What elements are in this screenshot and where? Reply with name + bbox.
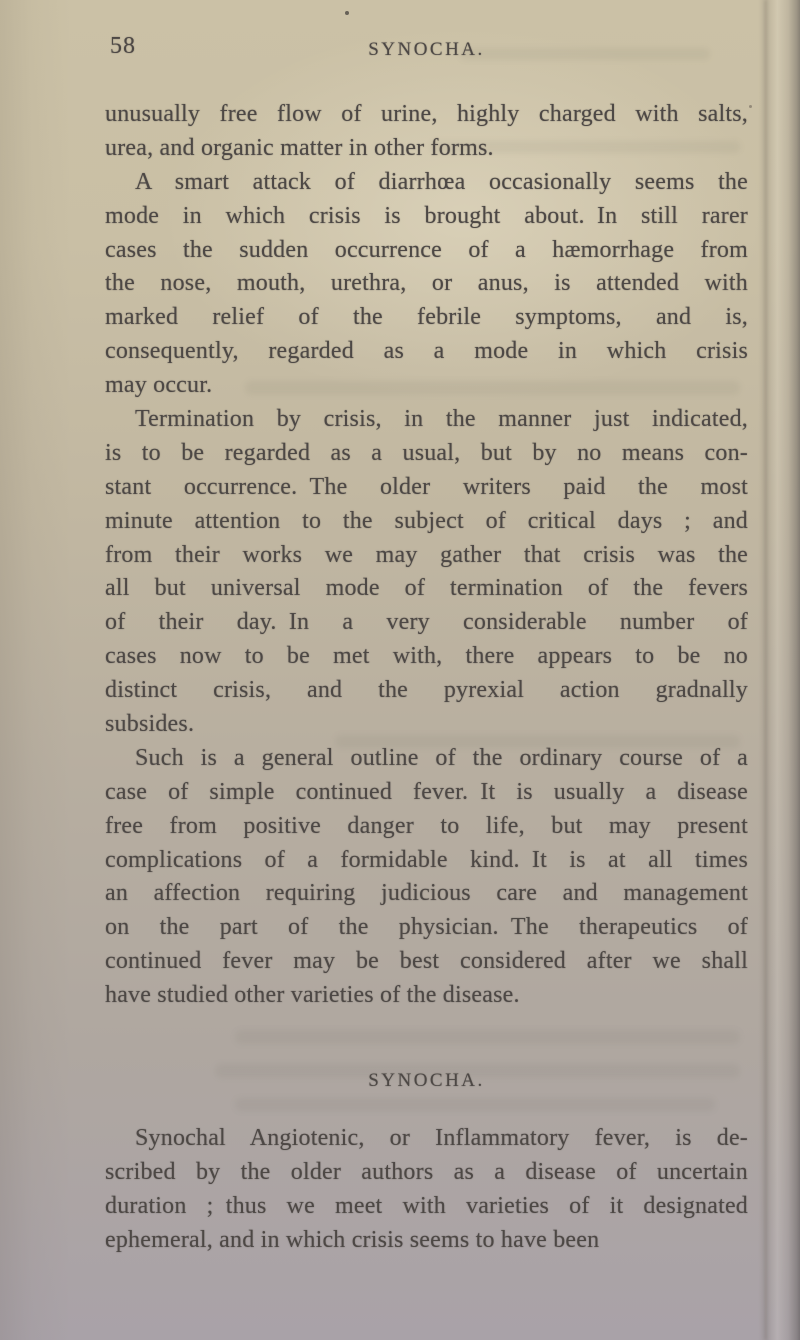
section-heading: SYNOCHA. [368,1070,485,1091]
body-line: the nose, mouth, urethra, or anus, is attended with [105,270,748,297]
body-line: an affection requiring judicious care and management [105,880,748,907]
body-line: Termination by crisis, in the manner just indicated, [135,406,748,433]
body-line: cases the sudden occurrence of a hæmorrhage from [105,236,748,263]
bleedthrough-mark [235,1098,715,1111]
body-line: duration ; thus we meet with varieties of it designated [105,1192,748,1219]
page-number: 58 [110,33,136,59]
body-line: A smart attack of diarrhœa occasionally seems the [135,168,748,195]
body-line: scribed by the older authors as a disease of uncertain [105,1158,748,1185]
body-line: cases now to be met with, there appears to be no [105,643,748,670]
body-line: Such is a general outline of the ordinary course of a [135,744,748,771]
body-line: of their day. In a very considerable number of [105,609,748,636]
body-text [105,98,748,1013]
body-line: mode in which crisis is brought about. In still rarer [105,202,748,229]
body-line: subsides. [105,711,195,738]
body-line: all but universal mode of termination of the fevers [105,575,748,602]
body-line: consequently, regarded as a mode in which crisis [105,338,748,365]
page-crease-line [764,0,767,1340]
body-line: case of simple continued fever. It is usually a disease [105,778,748,805]
body-line: marked relief of the febrile symptoms, and is, [105,304,748,331]
ink-speck [345,11,349,15]
ink-speck [749,105,752,108]
body-line: is to be regarded as a usual, but by no means con- [105,439,748,466]
body-line: from their works we may gather that crisis was the [105,541,748,568]
body-line: urea, and organic matter in other forms. [105,134,494,161]
body-line: unusually free flow of urine, highly charged with salts, [105,101,748,127]
body-line: distinct crisis, and the pyrexial action gradnally [105,677,748,704]
running-head: SYNOCHA. [368,39,485,60]
section-body-text [105,1122,748,1258]
body-line: ephemeral, and in which crisis seems to have been [105,1226,600,1253]
body-line: continued fever may be best considered after we shall [105,948,748,975]
body-line: stant occurrence. The older writers paid the most [105,473,748,500]
body-line: may occur. [105,372,213,399]
body-line: on the part of the physician. The therapeutics of [105,914,748,941]
body-line: complications of a formidable kind. It is at all times [105,846,748,873]
body-line: have studied other varieties of the disease. [105,982,520,1009]
body-line: minute attention to the subject of critical days ; and [105,507,748,534]
body-line: free from positive danger to life, but may present [105,812,748,839]
body-line: Synochal Angiotenic, or Inflammatory fever, is de- [135,1125,748,1151]
bleedthrough-mark [235,1030,740,1044]
